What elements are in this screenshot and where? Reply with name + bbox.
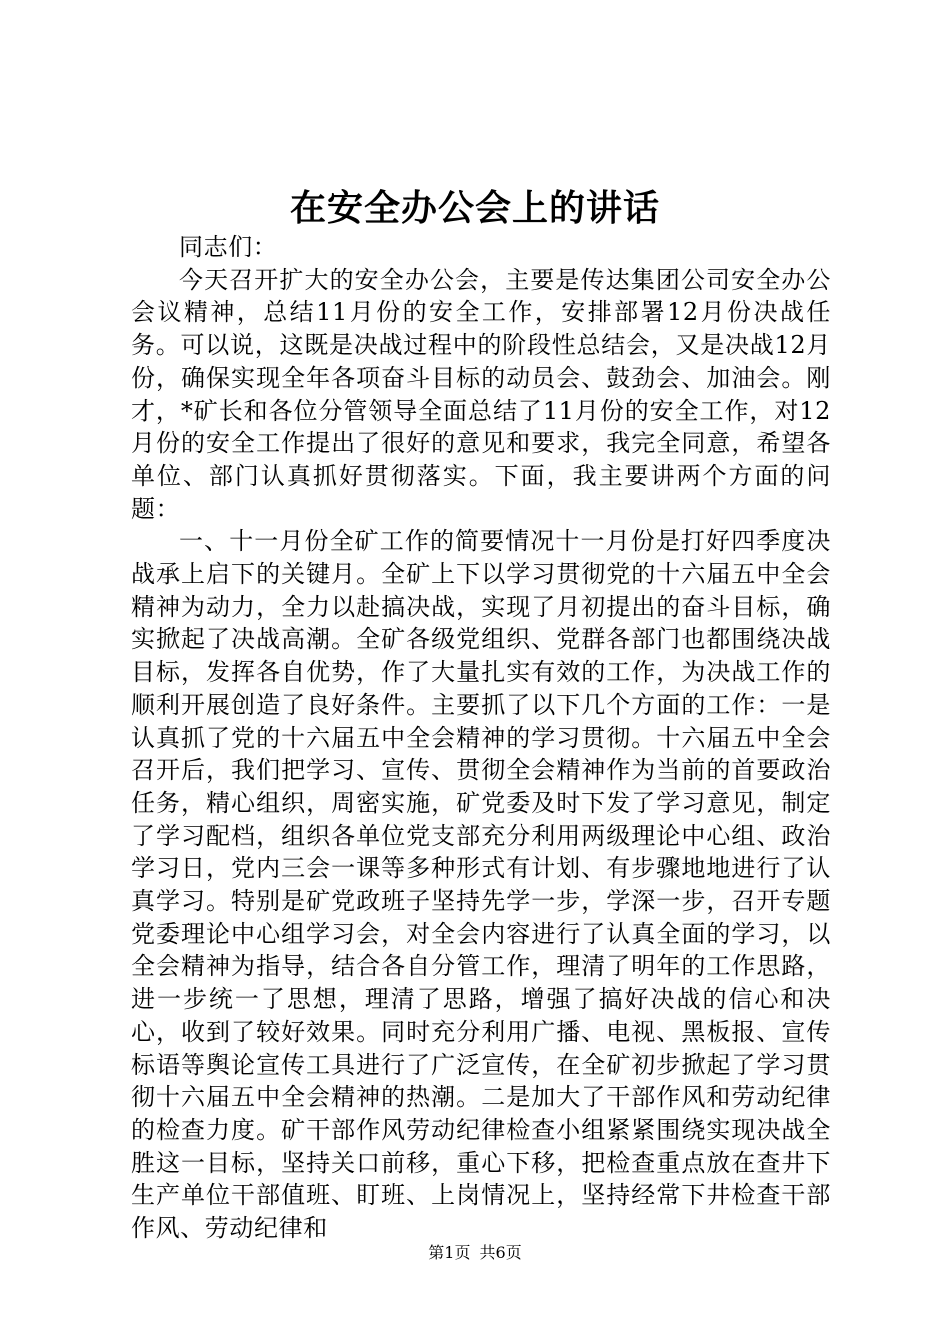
page-total: 共6页 <box>479 1243 522 1262</box>
page-footer <box>0 1243 950 1263</box>
document-title: 在安全办公会上的讲话 <box>289 187 660 229</box>
document-body <box>131 231 831 1245</box>
paragraph-section-one: 一、十一月份全矿工作的简要情况十一月份是打好四季度决战承上启下的关键月。全矿上下以学习贯彻党的十六届五中全会精神为动力，全力以赴搞决战，实现了月初提出的奋斗目标，确实掀起了决战高潮。全矿各级党组织、党群各部门也都围绕决战目标，发挥各自优势，作了大量扎实有效的工作，为决战工作的顺利开展创造了良好条件。主要抓了以下几个方面的工作：一是认真抓了党的十六届五中全会精神的学习贯彻。十六届五中全会召开后，我们把学习、宣传、贯彻全会精神作为当前的首要政治任务，精心组织，周密实施，矿党委及时下发了学习意见，制定了学习配档，组织各单位党支部充分利用两级理论中心组、政治学习日，党内三会一课等多种形式有计划、有步骤地地进行了认真学习。特别是矿党政班子坚持先学一步，学深一步，召开专题党委理论中心组学习会，对全会内容进行了认真全面的学习，以全会精神为指导，结合各自分管工作，理清了明年的工作思路，进一步统一了思想，理清了思路，增强了搞好决战的信心和决心，收到了较好效果。同时充分利用广播、电视、黑板报、宣传标语等舆论宣传工具进行了广泛宣传，在全矿初步掀起了学习贯彻十六届五中全会精神的热潮。二是加大了干部作风和劳动纪律的检查力度。矿干部作风劳动纪律检查小组紧紧围绕实现决战全胜这一目标，坚持关口前移，重心下移，把检查重点放在查井下生产单位干部值班、盯班、上岗情况上，坚持经常下井检查干部作风、劳动纪律和 <box>131 527 831 1243</box>
paragraph-intro: 今天召开扩大的安全办公会，主要是传达集团公司安全办公会议精神，总结11月份的安全工作，安排部署12月份决战任务。可以说，这既是决战过程中的阶段性总结会，又是决战12月份，确保实现全年各项奋斗目标的动员会、鼓劲会、加油会。刚才，*矿长和各位分管领导全面总结了11月份的安全工作，对12月份的安全工作提出了很好的意见和要求，我完全同意，希望各单位、部门认真抓好贯彻落实。下面，我主要讲两个方面的问题： <box>131 265 831 523</box>
page-number: 第1页 <box>428 1243 471 1262</box>
salutation: 同志们： <box>179 233 278 261</box>
